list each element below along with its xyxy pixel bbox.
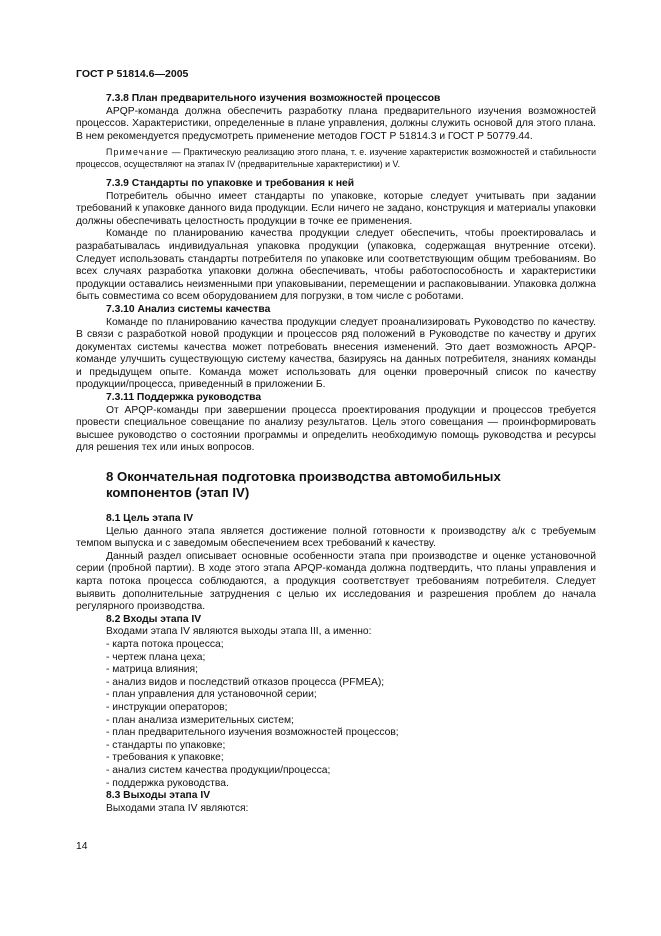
note-label: Примечание [106,147,169,158]
section-7-3-8-title: 7.3.8 План предварительного изучения возможностей процессов [106,93,441,104]
section-8-3-title: 8.3 Выходы этапа IV [106,790,211,802]
list-item: - матрица влияния; [106,664,198,676]
section-8-1-title: 8.1 Цель этапа IV [106,513,194,525]
list-item: - план анализа измерительных систем; [106,714,294,726]
paragraph: Команде по планированию качества продукции следует проанализировать Руководство по качеству. В связи с разработкой новой продукции и процессов ряд положений в Руководстве по качеству и других документах системы качества может потребовать внесения изменений. Это дает возможность APQP-команде улучшить существующую систему качества, базируясь на данных потребителя, знаниях команды и предыдущем опыте. Команда может использовать для оценки проверочный список по качеству продукции/процесса, приведенный в приложении Б. [76,316,596,391]
document-header: ГОСТ Р 51814.6—2005 [76,68,189,80]
paragraph: От APQP-команды при завершении процесса проектирования продукции и процессов требуется провести специальное совещание по анализу результатов. Цель этого совещания — проинформировать высшее руководство о состоянии программы и определить необходимую помощь руководства и ресурсы для решения тех или иных вопросов. [76,404,596,454]
section-7-3-11-title: 7.3.11 Поддержка руководства [106,392,262,404]
section-7-3-9-title: 7.3.9 Стандарты по упаковке и требования к ней [106,177,355,189]
paragraph: Потребитель обычно имеет стандарты по упаковке, которые следует учитывать при задании требований к упаковке данного вида продукции. Если ничего не задано, конструкция и материалы упаковки должны обеспечивать целостность продукции в точке ее применения. [76,190,596,227]
section-8-title-line2: компонентов (этап IV) [106,485,250,501]
list-item: - план управления для установочной серии; [106,689,317,701]
paragraph: APQP-команда должна обеспечить разработку плана предварительного изучения возможностей процессов. Характеристики, определенные в плане управления, должны служить основой для этого плана. В нем рекомендуется предусмотреть применение методов ГОСТ Р 51814.3 и ГОСТ Р 50779.44. [76,105,596,142]
note [76,147,596,170]
list-item: - анализ систем качества продукции/процесса; [106,764,331,776]
list-item: - карта потока процесса; [106,638,224,650]
paragraph: Выходами этапа IV являются: [106,802,249,814]
section-8-title-line1: 8 Окончательная подготовка производства автомобильных [106,469,501,485]
paragraph: Целью данного этапа является достижение полной готовности к производству а/к с требуемым темпом выпуска и с заведомым обеспечением всех требований к качеству. [76,525,596,550]
list-item: - инструкции операторов; [106,701,228,713]
list-item: - поддержка руководства. [106,777,229,789]
paragraph: Входами этапа IV являются выходы этапа III, а именно: [106,626,372,638]
section-8-2-title: 8.2 Входы этапа IV [106,613,202,625]
page-number: 14 [76,841,88,852]
inputs-list [76,639,596,790]
section-7-3-10-title: 7.3.10 Анализ системы качества [106,303,271,315]
list-item: - стандарты по упаковке; [106,739,226,751]
note-text: — Практическую реализацию этого плана, т. е. изучение характеристик возможностей и стабильности процессов, осуществляют на этапах IV (предварительные характеристики) и V. [76,147,596,169]
document-body [76,93,596,815]
section-8-title [76,469,596,501]
list-item: - анализ видов и последствий отказов процесса (PFMEA); [106,676,385,688]
paragraph: Данный раздел описывает основные особенности этапа при производстве и оценке установочной серии (пробной партии). В ходе этого этапа APQP-команда должна подтвердить, что планы управления и карта потока процесса соблюдаются, а продукция соответствует требованиям потребителя. Следует выявить дополнительные затруднения с целью их исследования и разрешения проблем до начала регулярного производства. [76,550,596,613]
list-item: - план предварительного изучения возможностей процессов; [106,727,399,739]
paragraph: Команде по планированию качества продукции следует обеспечить, чтобы проектировалась и разрабатывалась индивидуальная упаковка продукции (упаковка, содержащая внутренние отсеки). Следует использовать стандарты потребителя по упаковке или соответствующим общим требованиям. Во всех случаях разработка упаковки должна обеспечивать, чтобы работоспособность и характеристики продукции оставались неизменными при упаковывании, перемещении и распаковывании. Упаковка должна быть совместима со всем оборудованием для погрузки, в том числе с роботами. [76,228,596,303]
list-item: - чертеж плана цеха; [106,651,206,663]
list-item: - требования к упаковке; [106,752,224,764]
